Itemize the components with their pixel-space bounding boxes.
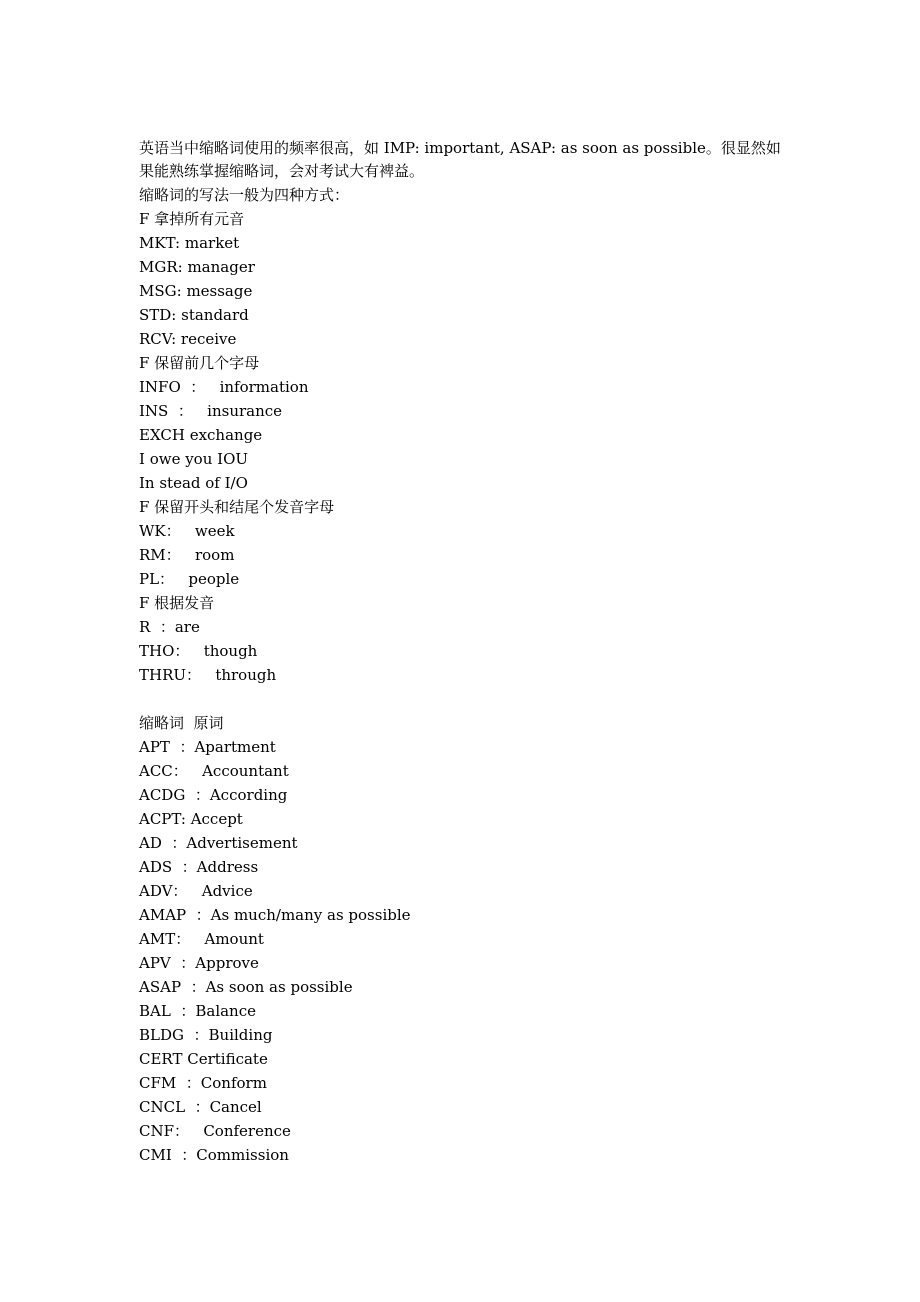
list-item: ASAP ：As soon as possible — [139, 978, 353, 996]
example-line: R ：are — [139, 618, 200, 636]
list-item: ADS ：Address — [139, 858, 259, 876]
example-line: INFO ： information — [139, 378, 309, 396]
intro-paragraph: 英语当中缩略词使用的频率很高，如 IMP: important, ASAP: as soon as possible。很显然如果能熟练掌握缩略词，会对考试大有裨益。 — [139, 139, 781, 180]
list-item: CNF： Conference — [139, 1122, 291, 1140]
list-item: APV ：Approve — [139, 954, 259, 972]
list-item: AMAP ：As much/many as possible — [139, 906, 411, 924]
section-heading: 缩略词的写法一般为四种方式： — [139, 186, 350, 204]
example-line: WK： week — [139, 522, 235, 540]
list-item: CFM ：Conform — [139, 1074, 267, 1092]
list-item: BLDG ：Building — [139, 1026, 273, 1044]
list-item: ACC： Accountant — [139, 762, 289, 780]
list-item: ACPT: Accept — [139, 810, 243, 828]
list-item: AMT： Amount — [139, 930, 264, 948]
list-item: CNCL ：Cancel — [139, 1098, 262, 1116]
example-line: EXCH exchange — [139, 426, 263, 444]
abbreviation-list-section — [139, 711, 789, 1167]
example-line: MGR: manager — [139, 258, 255, 276]
document-body — [139, 137, 789, 1167]
list-item: ACDG ：According — [139, 786, 288, 804]
rule-heading-keep-first-letters: F 保留前几个字母 — [139, 354, 260, 372]
example-line: STD: standard — [139, 306, 249, 324]
list-item: ADV： Advice — [139, 882, 253, 900]
example-line: I owe you IOU — [139, 450, 249, 468]
rule-heading-keep-first-last: F 保留开头和结尾个发音字母 — [139, 498, 335, 516]
example-line: INS ： insurance — [139, 402, 283, 420]
blank-line — [139, 687, 789, 711]
list-item: CMI ：Commission — [139, 1146, 289, 1164]
list-item: APT ：Apartment — [139, 738, 276, 756]
abbreviation-rules-section — [139, 183, 789, 687]
example-line: THRU： through — [139, 666, 277, 684]
list-item: AD ：Advertisement — [139, 834, 298, 852]
list-item: BAL ：Balance — [139, 1002, 256, 1020]
example-line: MSG: message — [139, 282, 253, 300]
example-line: THO： though — [139, 642, 258, 660]
example-line: PL： people — [139, 570, 240, 588]
example-line: In stead of I/O — [139, 474, 248, 492]
list-header: 缩略词 原词 — [139, 714, 224, 732]
example-line: RCV: receive — [139, 330, 237, 348]
rule-heading-by-pronunciation: F 根据发音 — [139, 594, 215, 612]
list-item: CERT Certificate — [139, 1050, 268, 1068]
example-line: RM： room — [139, 546, 235, 564]
example-line: MKT: market — [139, 234, 240, 252]
rule-heading-remove-vowels: F 拿掉所有元音 — [139, 210, 245, 228]
